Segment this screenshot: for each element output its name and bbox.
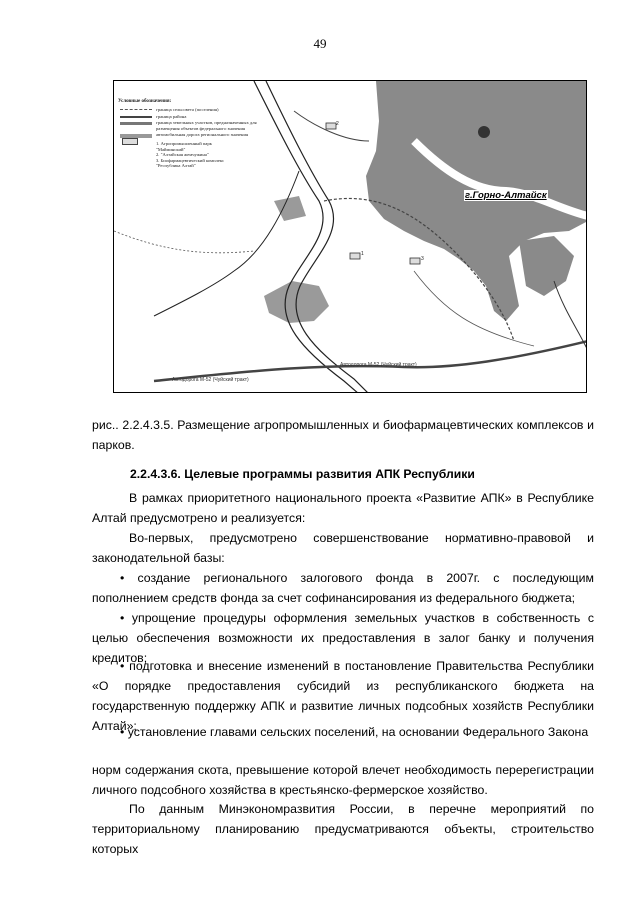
legend-items: 1. Агропромышленный парк "Майминский" 2. "Алтайская жемчужина" 3. Биофармацевтический комплекс "Республика Алтай" — [156, 141, 225, 169]
boundary-west — [114, 231, 254, 253]
legend-row: граница земельных участков, предназначенных для размещения объектов федерального значения — [118, 120, 270, 131]
paragraph: Во-первых, предусмотрено совершенствование нормативно-правовой и законодательной базы: — [92, 531, 594, 565]
page-number: 49 — [313, 36, 327, 51]
list-item: • установление главами сельских поселений, на основании Федерального Закона — [120, 725, 589, 739]
list-item: • упрощение процедуры оформления земельных участков в собственность с целью обеспечения возможности их предоставления в залог банку и получения кредитов; — [92, 611, 594, 665]
figure-caption: рис.. 2.2.4.3.5. Размещение агропромышленных и биофармацевтических комплексов и парков. — [92, 418, 594, 452]
park-marker-label: 2 — [336, 121, 339, 127]
forest-area-2 — [519, 236, 574, 296]
road-main — [154, 341, 587, 381]
stream-east — [554, 281, 587, 351]
park-icon-2 — [326, 123, 336, 129]
park-marker-label: 3 — [421, 256, 424, 262]
section-heading: 2.2.4.3.6. Целевые программы развития АПК Республики — [130, 467, 475, 481]
list-item: • создание регионального залогового фонда в 2007г. с последующим пополнением средств фонда за счет софинансирования из федерального бюджета; — [92, 571, 594, 605]
city-marker — [478, 126, 490, 138]
park-icon-3 — [410, 258, 420, 264]
road-label-left: Автодорога М-52 (Чуйский тракт) — [172, 377, 249, 383]
river-bank-2 — [266, 81, 369, 393]
city-label: г.Горно-Алтайск — [465, 190, 547, 201]
legend-title: Условные обозначения: — [118, 99, 172, 104]
paragraph: По данным Минэкономразвития России, в перечне мероприятий по территориальному планированию предусматриваются объекты, строительство которых — [92, 802, 594, 856]
map-legend — [118, 99, 270, 169]
legend-row: граница сельсовета (поселения) — [118, 107, 270, 112]
park-icon-1 — [350, 253, 360, 259]
park-marker-label: 1 — [361, 251, 364, 257]
paragraph: норм содержания скота, превышение которой влечет необходимость перерегистрации личного подсобного хозяйства в крестьянско-фермерское хозяйство. — [92, 763, 594, 797]
legend-row: граница района — [118, 114, 270, 119]
legend-row — [118, 138, 270, 168]
list-item: • подготовка и внесение изменений в постановление Правительства Республики «О порядке предоставления субсидий из республиканского бюджета на государственную поддержку АПК и развитие личных подсобных хозяйств Республики Алтай»; — [92, 659, 594, 733]
paragraph: В рамках приоритетного национального проекта «Развитие АПК» в Республике Алтай предусмотрено и реализуется: — [92, 491, 594, 525]
legend-row: автомобильная дорога регионального значения — [118, 132, 270, 137]
road-label-right: Автодорога М-52 (Чуйский тракт) — [340, 362, 417, 368]
map-figure — [113, 80, 587, 393]
